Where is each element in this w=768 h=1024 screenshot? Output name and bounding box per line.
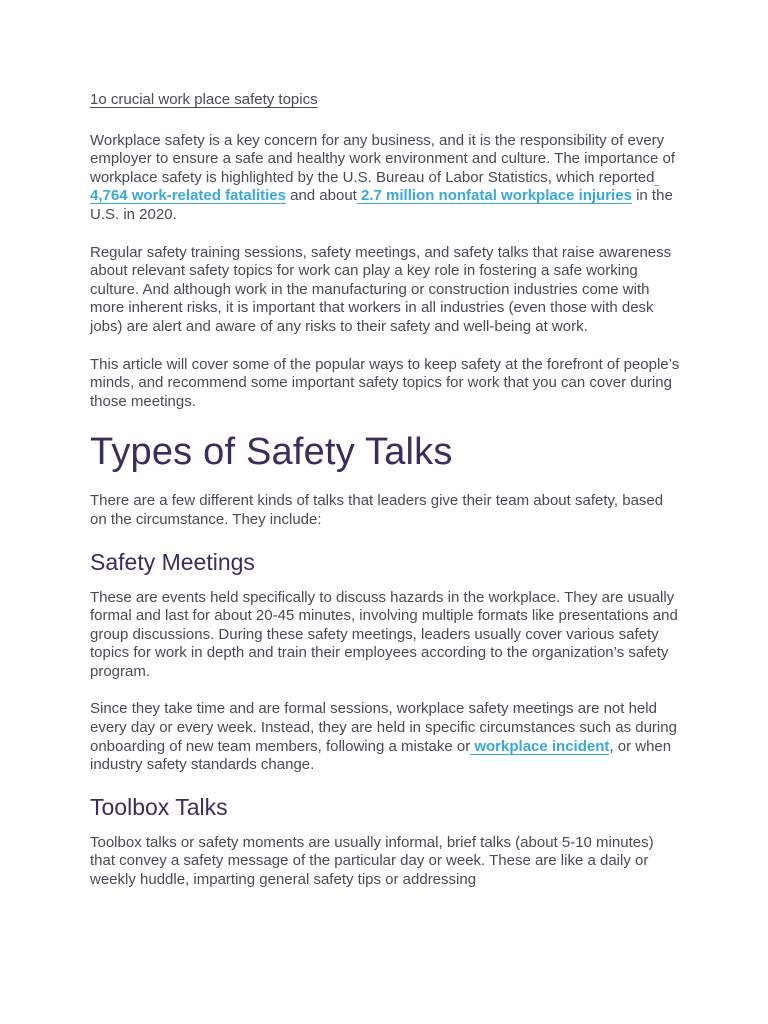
paragraph bbox=[90, 589, 680, 682]
text-run: , or when industry safety standards change. bbox=[90, 737, 676, 774]
text-run: Workplace safety is a key concern for any business, and it is the responsibility of every employer to ensure a safe and healthy work environment and culture. The importance of workplace safety is highlighted by the U.S. Bureau of Labor Statistics, which reported bbox=[90, 131, 680, 186]
paragraph bbox=[90, 355, 684, 412]
paragraph bbox=[90, 132, 680, 225]
text-run: Toolbox talks or safety moments are usually informal, brief talks (about 5-10 minutes) that convey a safety message of the particular day or week. These are like a daily or weekly huddle, imparting general safety tips or addressing bbox=[90, 833, 658, 889]
document-title-link[interactable]: 1o crucial work place safety topics bbox=[90, 91, 318, 108]
paragraph bbox=[90, 492, 680, 529]
text-run: This article will cover some of the popular ways to keep safety at the forefront of people’s minds, and recommend some important safety topics for work that you can cover during those meetings. bbox=[90, 355, 684, 410]
text-run: These are events held specifically to discuss hazards in the workplace. They are usually formal and last for about 20-45 minutes, involving multiple formats like presentations and group discussions. During these safety meetings, leaders usually cover various safety topics for work in depth and train their employees according to the organization’s safety program. bbox=[90, 588, 682, 680]
link-workplace-incident[interactable]: workplace incident bbox=[470, 737, 610, 755]
heading-types-of-safety-talks: Types of Safety Talks bbox=[90, 431, 453, 474]
subheading-safety-meetings: Safety Meetings bbox=[90, 548, 255, 575]
paragraph bbox=[90, 244, 680, 337]
paragraph bbox=[90, 700, 680, 774]
link-work-related-fatalities[interactable]: 4,764 work-related fatalities bbox=[90, 168, 659, 205]
link-nonfatal-workplace-injuries[interactable]: 2.7 million nonfatal workplace injuries bbox=[356, 187, 632, 205]
text-run: Since they take time and are formal sessions, workplace safety meetings are not held every day or every week. Instead, they are held in specific circumstances such as during onboarding of new team members, following a mistake or bbox=[90, 700, 682, 755]
document-title bbox=[90, 91, 680, 110]
text-run: in the U.S. in 2020. bbox=[90, 187, 677, 223]
text-run: Regular safety training sessions, safety meetings, and safety talks that raise awareness about relevant safety topics for work can play a key role in fostering a safe working culture. And although work in the manufacturing or construction industries come with more inherent risks, it is important that workers in all industries (even those with desk jobs) are alert and aware of any risks to their safety and well-being at work. bbox=[90, 243, 676, 335]
paragraph bbox=[90, 834, 680, 890]
text-run: There are a few different kinds of talks that leaders give their team about safety, based on the circumstance. They include: bbox=[90, 492, 668, 528]
text-run: and about bbox=[285, 187, 357, 205]
subheading-toolbox-talks: Toolbox Talks bbox=[90, 793, 228, 820]
